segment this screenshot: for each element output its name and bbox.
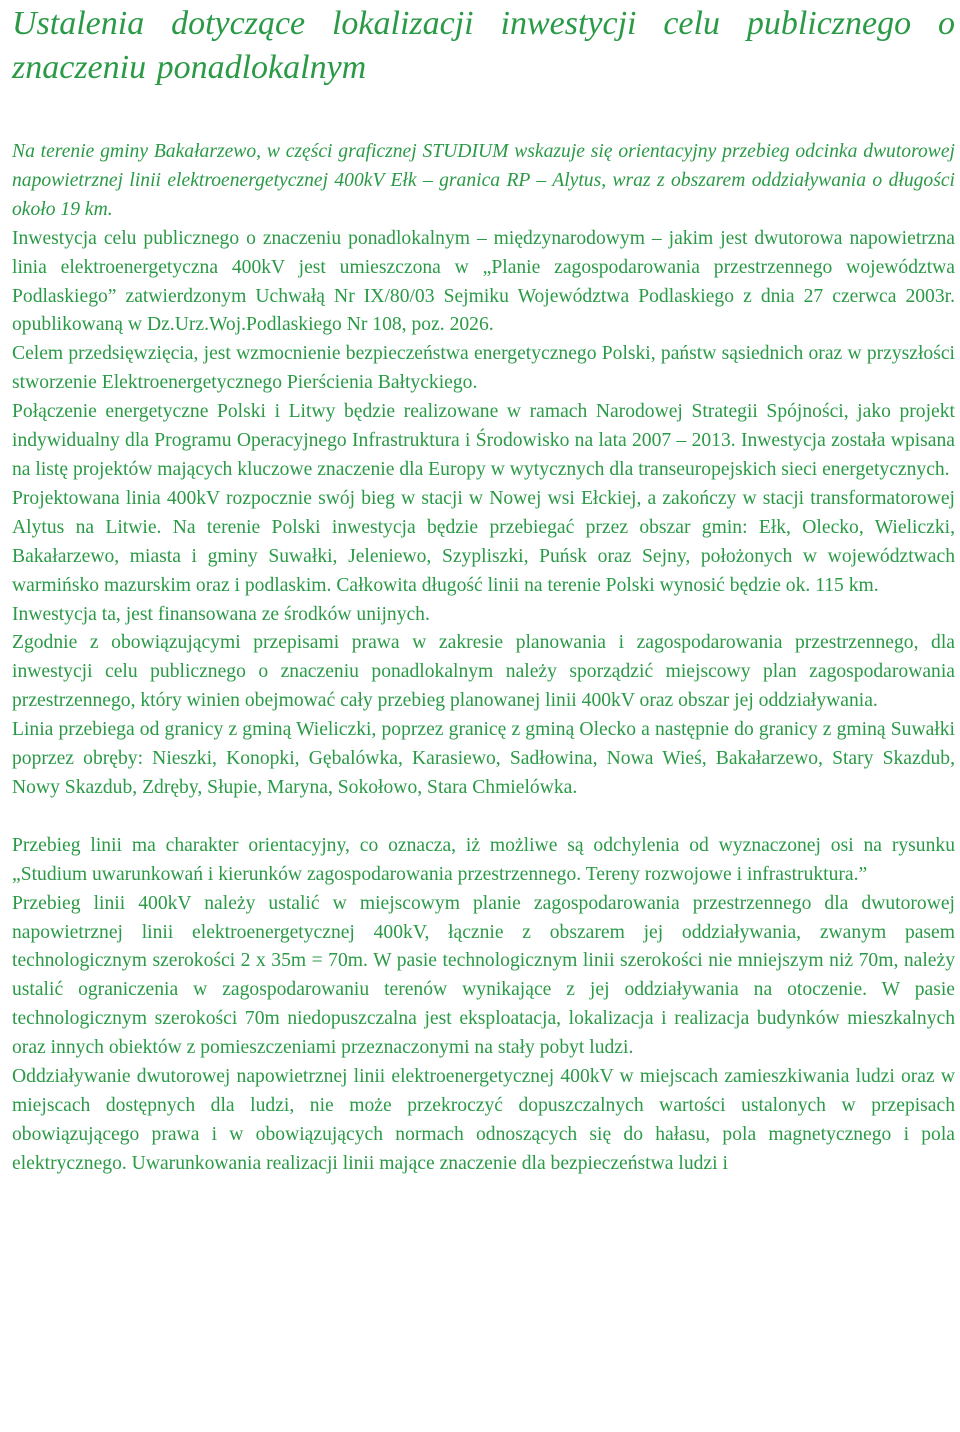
paragraph-financing: Inwestycja ta, jest finansowana ze środków unijnych. xyxy=(12,603,430,625)
paragraph-investment-plan: Inwestycja celu publicznego o znaczeniu ponadlokalnym – międzynarodowym – jakim jest dwutorowa napowietrzna linia elektroenergetyczna 400kV jest umieszczona w „Planie zagospodarowania przestrzennego województwa Podlaskiego” zatwierdzonym Uchwałą Nr IX/80/03 Sejmiku Województwa Podlaskiego z dnia 27 czerwca 2003r. opublikowaną w Dz.Urz.Woj.Podlaskiego Nr 108, poz. 2026. xyxy=(12,227,955,336)
paragraph-technological-belt: Przebieg linii 400kV należy ustalić w miejscowym planie zagospodarowania przestrzennego dla dwutorowej napowietrznej linii elektroenergetycznej 400kV, łącznie z obszarem jej oddziaływania, zwanym pasem technologicznym szerokości 2 x 35m = 70m. W pasie technologicznym linii szerokości nie mniejszym niż 70m, należy ustalić ograniczenia w zagospodarowaniu terenów wynikające z jej oddziaływania na otoczenie. W pasie technologicznym szerokości 70m niedopuszczalna jest eksploatacja, lokalizacja i realizacja budynków mieszkalnych oraz innych obiektów z pomieszczeniami przeznaczonymi na stały pobyt ludzi. xyxy=(12,892,955,1059)
document-page xyxy=(12,0,955,1179)
paragraph-impact: Oddziaływanie dwutorowej napowietrznej linii elektroenergetycznej 400kV w miejscach zamieszkiwania ludzi oraz w miejscach dostępnych dla ludzi, nie może przekroczyć dopuszczalnych wartości ustalonych w przepisach obowiązującego prawa i w obowiązujących normach odnoszących się do hałasu, pola magnetycznego i pola elektrycznego. Uwarunkowania realizacji linii mające znaczenie dla bezpieczeństwa ludzi i xyxy=(12,1066,955,1174)
paragraph-studium-intro: Na terenie gminy Bakałarzewo, w części graficznej STUDIUM wskazuje się orientacyjny przebieg odcinka dwutorowej napowietrznej linii elektroenergetycznej 400kV Ełk – granica RP – Alytus, wraz z obszarem oddziaływania o długości około 19 km. xyxy=(12,141,955,220)
paragraph-goal: Celem przedsięwzięcia, jest wzmocnienie bezpieczeństwa energetycznego Polski, państw sąsiednich oraz w przyszłości stworzenie Elektroenergetycznego Pierścienia Bałtyckiego. xyxy=(12,343,955,394)
paragraph-precincts: Linia przebiega od granicy z gminą Wieliczki, poprzez granicę z gminą Olecko a następnie do granicy z gminą Suwałki poprzez obręby: Nieszki, Konopki, Gębalówka, Karasiewo, Sadłowina, Nowa Wieś, Bakałarzewo, Stary Skazdub, Nowy Skazdub, Zdręby, Słupie, Maryna, Sokołowo, Stara Chmielówka. xyxy=(12,719,955,798)
document-title: Ustalenia dotyczące lokalizacji inwestycji celu publicznego o znaczeniu ponadlokalnym xyxy=(12,5,955,86)
paragraph-route: Projektowana linia 400kV rozpocznie swój bieg w stacji w Nowej wsi Ełckiej, a zakończy w stacji transformatorowej Alytus na Litwie. Na terenie Polski inwestycja będzie przebiegać przez obszar gmin: Ełk, Olecko, Wieliczki, Bakałarzewo, miasta i gminy Suwałki, Jeleniewo, Szypliszki, Puńsk oraz Sejny, położonych w województwach warmińsko mazurskim oraz i podlaskim. Całkowita długość linii na terenie Polski wynosić będzie ok. 115 km. xyxy=(12,487,955,596)
paragraph-orientation: Przebieg linii ma charakter orientacyjny, co oznacza, iż możliwe są odchylenia od wyznaczonej osi na rysunku „Studium uwarunkowań i kierunków zagospodarowania przestrzennego. Tereny rozwojowe i infrastruktura.” xyxy=(12,834,955,885)
paragraph-connection: Połączenie energetyczne Polski i Litwy będzie realizowane w ramach Narodowej Strategii Spójności, jako projekt indywidualny dla Programu Operacyjnego Infrastruktura i Środowisko na lata 2007 – 2013. Inwestycja została wpisana na listę projektów mających kluczowe znaczenie dla Europy w wytycznych dla transeuropejskich sieci energetycznych. xyxy=(12,401,955,480)
document-body xyxy=(12,138,955,1179)
paragraph-regulations: Zgodnie z obowiązującymi przepisami prawa w zakresie planowania i zagospodarowania przestrzennego, dla inwestycji celu publicznego o znaczeniu ponadlokalnym należy sporządzić miejscowy plan zagospodarowania przestrzennego, który winien obejmować cały przebieg planowanej linii 400kV oraz obszar jej oddziaływania. xyxy=(12,632,955,712)
